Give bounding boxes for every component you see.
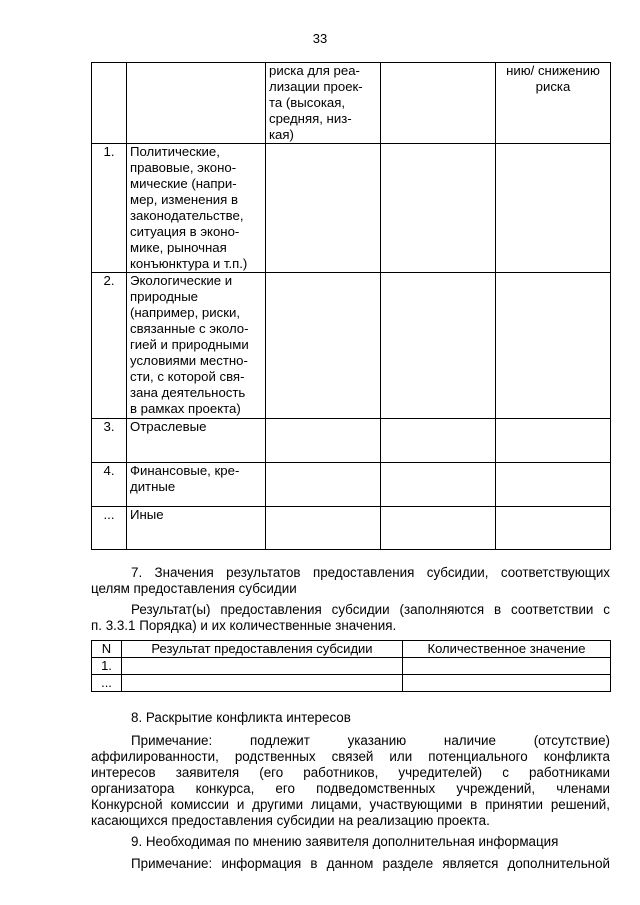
empty-cell <box>266 419 381 463</box>
empty-cell <box>266 507 381 550</box>
result-cell <box>122 658 403 675</box>
empty-cell <box>266 273 381 419</box>
table-row <box>92 463 611 507</box>
empty-cell <box>381 463 496 507</box>
header-cell-mitigation: нию/ снижению риска <box>496 63 611 144</box>
header-cell-risk-level: риска для реа- лизации проек- та (высокая, средняя, низ- кая) <box>266 63 381 144</box>
section-9-note: Примечание: информация в данном разделе является дополнительной <box>131 856 610 871</box>
section-7-heading: 7. Значения результатов предоставления субсидии, соответствующих целям предоставления субсидии <box>91 565 610 596</box>
empty-cell <box>496 144 611 273</box>
empty-cell <box>496 507 611 550</box>
table-row <box>92 507 611 550</box>
row-number: 2. <box>92 273 127 419</box>
risk-category: Отраслевые <box>127 419 266 463</box>
empty-cell <box>496 273 611 419</box>
risk-category: Финансовые, кре- дитные <box>127 463 266 507</box>
section-8-note: Примечание: подлежит указанию наличие (отсутствие) аффилированности, родственных связей или потенциального конфликта интересов заявителя (его работников, учредителей) с работниками организатора конкурса, его подведомственных учреждений, членами Конкурсной комиссии и другими лицами, участвующими в принятии решений, касающихся предоставления субсидии на реализацию проекта. <box>91 733 610 828</box>
table-row <box>92 419 611 463</box>
risk-category: Политические, правовые, эконо- мические (напри- мер, изменения в законодательстве, ситуация в эконо- мике, рыночная конъюнктура и т.п.) <box>127 144 266 273</box>
risk-table <box>91 62 611 550</box>
table-row <box>92 273 611 419</box>
quantity-cell <box>403 675 611 692</box>
table-row <box>92 675 611 692</box>
empty-cell <box>266 463 381 507</box>
page-number: 33 <box>312 31 328 46</box>
empty-cell <box>266 144 381 273</box>
risk-category: Экологические и природные (например, риски, связанные с эколо- гией и природными условиями местно- сти, с которой свя- зана деятельность в рамках проекта) <box>127 273 266 419</box>
row-number: 3. <box>92 419 127 463</box>
header-cell-empty <box>381 63 496 144</box>
table-row <box>92 144 611 273</box>
row-number: ... <box>92 507 127 550</box>
section-9-title: 9. Необходимая по мнению заявителя дополнительная информация <box>131 834 559 849</box>
row-number: 1. <box>92 144 127 273</box>
header-quantity: Количественное значение <box>403 641 611 658</box>
empty-cell <box>496 463 611 507</box>
row-number: 4. <box>92 463 127 507</box>
header-result: Результат предоставления субсидии <box>122 641 403 658</box>
empty-cell <box>496 419 611 463</box>
section-7-paragraph: Результат(ы) предоставления субсидии (заполняются в соответствии с п. 3.3.1 Порядка) и их количественные значения. <box>91 602 610 633</box>
empty-cell <box>381 507 496 550</box>
results-header-row <box>92 641 611 658</box>
results-table <box>91 640 611 692</box>
result-cell <box>122 675 403 692</box>
risk-category: Иные <box>127 507 266 550</box>
risk-table-header-row <box>92 63 611 144</box>
row-number: 1. <box>92 658 122 675</box>
header-n: N <box>92 641 122 658</box>
empty-cell <box>381 273 496 419</box>
empty-cell <box>381 419 496 463</box>
header-cell-category <box>127 63 266 144</box>
table-row <box>92 658 611 675</box>
row-number: ... <box>92 675 122 692</box>
quantity-cell <box>403 658 611 675</box>
section-8-title: 8. Раскрытие конфликта интересов <box>131 710 351 725</box>
empty-cell <box>381 144 496 273</box>
header-cell-num <box>92 63 127 144</box>
